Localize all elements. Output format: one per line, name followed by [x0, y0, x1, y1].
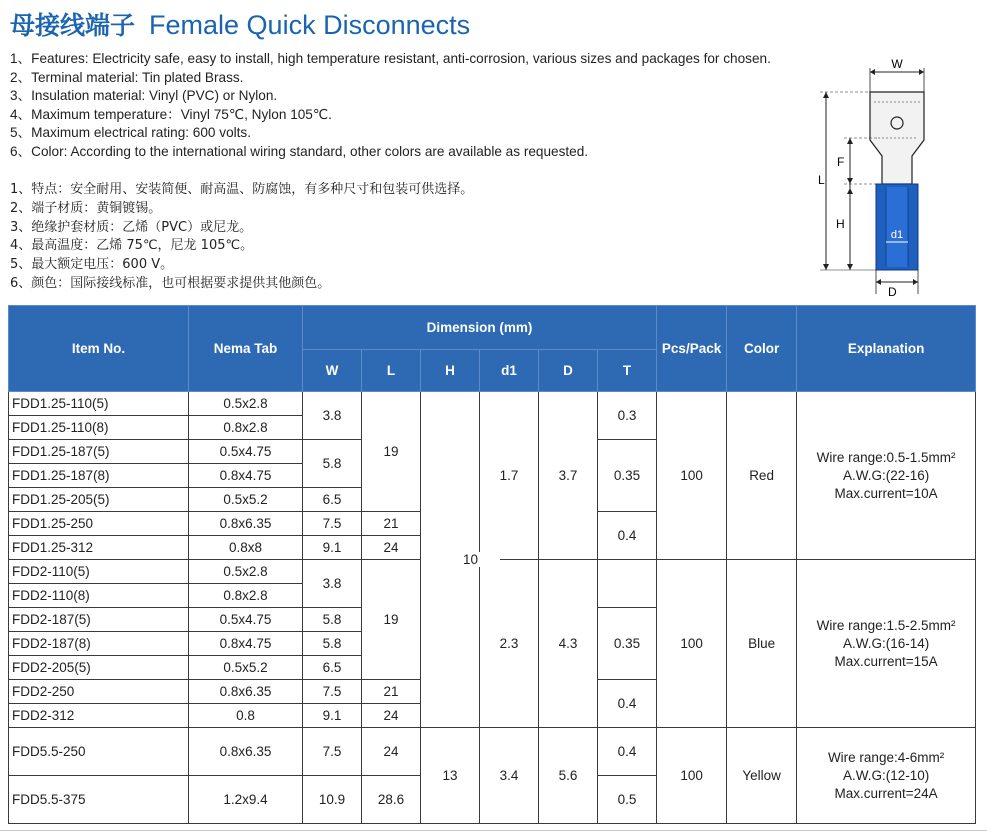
header-w: W: [303, 350, 362, 392]
arrow-icon: [870, 69, 875, 75]
h-shared-value: 10: [441, 552, 500, 567]
nema-tab-cell: 0.8x6.35: [189, 680, 303, 704]
item-no-cell: FDD1.25-312: [9, 536, 189, 560]
nema-tab-cell: 0.8x8: [189, 536, 303, 560]
d1-cell: 1.7: [480, 392, 539, 560]
feature-item: 3、Insulation material: Vinyl (PVC) or Nylon.: [10, 88, 278, 104]
explanation-line: A.W.G:(22-16): [842, 467, 930, 483]
pcs-pack-cell: 100: [657, 728, 727, 824]
header-dimension: Dimension (mm): [303, 306, 657, 350]
item-no-cell: FDD1.25-187(5): [9, 440, 189, 464]
nema-tab-cell: 0.8x2.8: [189, 584, 303, 608]
arrow-icon: [823, 92, 829, 98]
l-cell: 21: [362, 680, 421, 704]
page-title: [10, 6, 470, 42]
w-cell: 5.8: [303, 440, 362, 488]
l-cell: 19: [362, 560, 421, 680]
w-cell: 3.8: [303, 560, 362, 608]
w-cell: 9.1: [303, 704, 362, 728]
feature-item: 6、Color: According to the international wiring standard, other colors are available as requested.: [10, 143, 589, 159]
w-cell: 10.9: [303, 776, 362, 824]
d1-cell: 3.4: [480, 728, 539, 824]
explanation-line: Wire range:4-6mm²: [827, 749, 945, 765]
t-cell: 0.4: [598, 680, 657, 728]
t-cell: 0.5: [598, 776, 657, 824]
w-cell: 9.1: [303, 536, 362, 560]
feature-item-cn: 4、最高温度：乙烯 75℃，尼龙 105℃。: [10, 238, 254, 254]
w-cell: 7.5: [303, 728, 362, 776]
l-cell: 28.6: [362, 776, 421, 824]
l-cell: 24: [362, 704, 421, 728]
item-no-cell: FDD2-205(5): [9, 656, 189, 680]
explanation-cell: [797, 392, 976, 560]
d1-label: d1: [890, 229, 904, 241]
w-cell: 6.5: [303, 488, 362, 512]
w-cell: 5.8: [303, 608, 362, 632]
arrow-icon: [823, 264, 829, 270]
explanation-line: Wire range:0.5-1.5mm²: [816, 449, 956, 465]
arrow-icon: [919, 69, 924, 75]
arrow-icon: [847, 264, 853, 270]
explanation-line: A.W.G:(16-14): [842, 635, 930, 651]
l-label: L: [818, 173, 825, 187]
pcs-pack-cell: 100: [657, 392, 727, 560]
nema-tab-cell: 0.5x2.8: [189, 560, 303, 584]
arrow-icon: [847, 178, 853, 184]
item-no-cell: FDD1.25-110(8): [9, 416, 189, 440]
item-no-cell: FDD2-250: [9, 680, 189, 704]
features-chinese-list: [10, 181, 473, 294]
nema-tab-cell: 0.8x6.35: [189, 728, 303, 776]
table-row: [9, 392, 976, 416]
t-cell: 0.35: [598, 608, 657, 680]
l-cell: 21: [362, 512, 421, 536]
header-explanation: Explanation: [797, 306, 976, 392]
d1-cell: 2.3: [480, 560, 539, 728]
feature-item: 2、Terminal material: Tin plated Brass.: [10, 69, 244, 85]
feature-item-cn: 6、颜色：国际接线标准，也可根据要求提供其他颜色。: [10, 275, 331, 291]
header-nema-tab: Nema Tab: [189, 306, 303, 392]
arrow-icon: [913, 279, 918, 285]
w-cell: 7.5: [303, 512, 362, 536]
sleeve-highlight: [886, 187, 908, 267]
feature-item: 1、Features: Electricity safe, easy to install, high temperature resistant, anti-corrosion, various sizes and packages for chosen.: [10, 51, 771, 66]
table-row: [9, 728, 976, 776]
l-cell: 24: [362, 536, 421, 560]
w-cell: 6.5: [303, 656, 362, 680]
item-no-cell: FDD5.5-250: [9, 728, 189, 776]
title-cn: 母接线端子: [10, 11, 136, 40]
item-no-cell: FDD2-110(8): [9, 584, 189, 608]
feature-item-cn: 2、端子材质：黄铜镀锡。: [10, 200, 162, 216]
nema-tab-cell: 0.8x6.35: [189, 512, 303, 536]
explanation-cell: [797, 560, 976, 728]
t-cell: [598, 560, 657, 608]
h-cell: [421, 560, 480, 728]
nema-tab-cell: 0.5x5.2: [189, 656, 303, 680]
color-cell: Yellow: [727, 728, 797, 824]
header-d1: d1: [480, 350, 539, 392]
arrow-icon: [847, 188, 853, 194]
arrow-icon: [876, 279, 881, 285]
pcs-pack-cell: 100: [657, 560, 727, 728]
header-item-no: Item No.: [9, 306, 189, 392]
header-l: L: [362, 350, 421, 392]
title-en: Female Quick Disconnects: [149, 10, 471, 40]
d-cell: 3.7: [539, 392, 598, 560]
w-cell: 7.5: [303, 680, 362, 704]
explanation-line: Wire range:1.5-2.5mm²: [816, 617, 956, 633]
l-cell: 19: [362, 392, 421, 512]
t-cell: 0.3: [598, 392, 657, 440]
w-cell: 3.8: [303, 392, 362, 440]
color-cell: Red: [727, 392, 797, 560]
item-no-cell: FDD2-110(5): [9, 560, 189, 584]
f-label: F: [837, 155, 845, 169]
features-english-list: [10, 50, 771, 162]
feature-item-cn: 1、特点：安全耐用、安装简便、耐高温、防腐蚀，有多种尺寸和包装可供选择。: [10, 182, 474, 197]
nema-tab-cell: 0.8x2.8: [189, 416, 303, 440]
nema-tab-cell: 1.2x9.4: [189, 776, 303, 824]
explanation-line: Max.current=15A: [834, 653, 938, 669]
nema-tab-cell: 0.5x5.2: [189, 488, 303, 512]
feature-item: 4、Maximum temperature：Vinyl 75℃, Nylon 105℃.: [10, 106, 332, 122]
t-cell: 0.4: [598, 728, 657, 776]
item-no-cell: FDD1.25-250: [9, 512, 189, 536]
nema-tab-cell: 0.8: [189, 704, 303, 728]
t-cell: 0.4: [598, 512, 657, 560]
header-t: T: [598, 350, 657, 392]
feature-item: 5、Maximum electrical rating: 600 volts.: [10, 125, 251, 141]
feature-item-cn: 5、最大额定电压：600 V。: [10, 257, 174, 273]
h-label: H: [836, 217, 845, 231]
h-cell: 13: [421, 728, 480, 824]
header-h: H: [421, 350, 480, 392]
w-label: W: [891, 57, 903, 71]
item-no-cell: FDD2-187(5): [9, 608, 189, 632]
nema-tab-cell: 0.5x2.8: [189, 392, 303, 416]
nema-tab-cell: 0.5x4.75: [189, 608, 303, 632]
nema-tab-cell: 0.8x4.75: [189, 464, 303, 488]
item-no-cell: FDD1.25-110(5): [9, 392, 189, 416]
d-label: D: [888, 285, 897, 299]
feature-item-cn: 3、绝缘护套材质：乙烯（PVC）或尼龙。: [10, 219, 253, 235]
nema-tab-cell: 0.5x4.75: [189, 440, 303, 464]
arrow-icon: [847, 138, 853, 144]
explanation-cell: [797, 728, 976, 824]
explanation-line: Max.current=10A: [834, 485, 938, 501]
terminal-dimension-diagram: [808, 56, 943, 301]
l-cell: 24: [362, 728, 421, 776]
item-no-cell: FDD2-187(8): [9, 632, 189, 656]
w-cell: 5.8: [303, 632, 362, 656]
header-d: D: [539, 350, 598, 392]
nema-tab-cell: 0.8x4.75: [189, 632, 303, 656]
explanation-line: Max.current=24A: [834, 785, 938, 801]
h-cell: [421, 392, 480, 560]
header-pcs-pack: Pcs/Pack: [657, 306, 727, 392]
item-no-cell: FDD1.25-187(8): [9, 464, 189, 488]
item-no-cell: FDD2-312: [9, 704, 189, 728]
t-cell: 0.35: [598, 440, 657, 512]
header-color: Color: [727, 306, 797, 392]
item-no-cell: FDD5.5-375: [9, 776, 189, 824]
item-no-cell: FDD1.25-205(5): [9, 488, 189, 512]
d-cell: 5.6: [539, 728, 598, 824]
color-cell: Blue: [727, 560, 797, 728]
d-cell: 4.3: [539, 560, 598, 728]
explanation-line: A.W.G:(12-10): [842, 767, 930, 783]
bottom-divider: [0, 830, 987, 831]
